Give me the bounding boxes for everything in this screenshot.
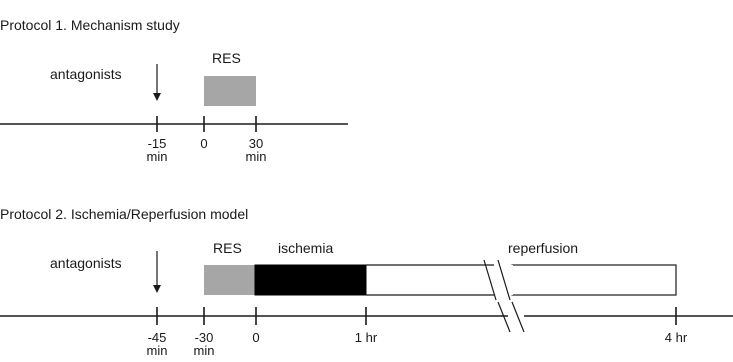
protocol2-tick-label: -30 bbox=[194, 330, 214, 345]
protocol2-tick-unit: min bbox=[146, 343, 168, 358]
protocol2-reperfusion-bar-left bbox=[366, 265, 494, 295]
protocol2-title: Protocol 2. Ischemia/Reperfusion model bbox=[0, 206, 249, 222]
protocol1-tick-label: 0 bbox=[200, 136, 208, 151]
protocol2-break-mark-bar bbox=[484, 260, 496, 300]
protocol2-tick-unit: min bbox=[193, 343, 215, 358]
protocol1-tick-unit: min bbox=[146, 149, 168, 164]
protocol1-antagonists-label: antagonists bbox=[50, 66, 122, 82]
protocol1-res-label: RES bbox=[212, 50, 241, 66]
protocol2-res-label: RES bbox=[213, 240, 242, 256]
protocol1-antagonists-arrow bbox=[153, 64, 161, 101]
protocol2-tick-label: 0 bbox=[252, 330, 260, 345]
protocol2-break-mark-bar bbox=[498, 260, 510, 300]
protocol2-antagonists-arrow bbox=[153, 251, 161, 293]
protocol2-reperfusion-bar-right bbox=[512, 265, 676, 295]
protocol2-tick-label: 1 hr bbox=[354, 330, 378, 345]
protocol1-tick-label: 30 bbox=[248, 136, 264, 151]
protocol2-reperfusion-label: reperfusion bbox=[508, 240, 579, 256]
protocol2-antagonists-label: antagonists bbox=[50, 255, 122, 271]
protocol2-res-bar bbox=[204, 265, 255, 295]
protocol2-break-mark-axis bbox=[498, 302, 510, 332]
protocol2-break-mark-axis bbox=[512, 302, 524, 332]
protocol2-ischemia-bar bbox=[255, 265, 366, 295]
protocol1-title: Protocol 1. Mechanism study bbox=[0, 17, 180, 33]
protocol2-tick-label: 4 hr bbox=[664, 330, 688, 345]
protocol2-tick-label: -45 bbox=[147, 330, 167, 345]
protocol1-res-bar bbox=[204, 76, 256, 106]
protocol1-tick-label: -15 bbox=[147, 136, 167, 151]
protocol2-ischemia-label: ischemia bbox=[278, 240, 334, 256]
protocol1-tick-unit: min bbox=[245, 149, 267, 164]
